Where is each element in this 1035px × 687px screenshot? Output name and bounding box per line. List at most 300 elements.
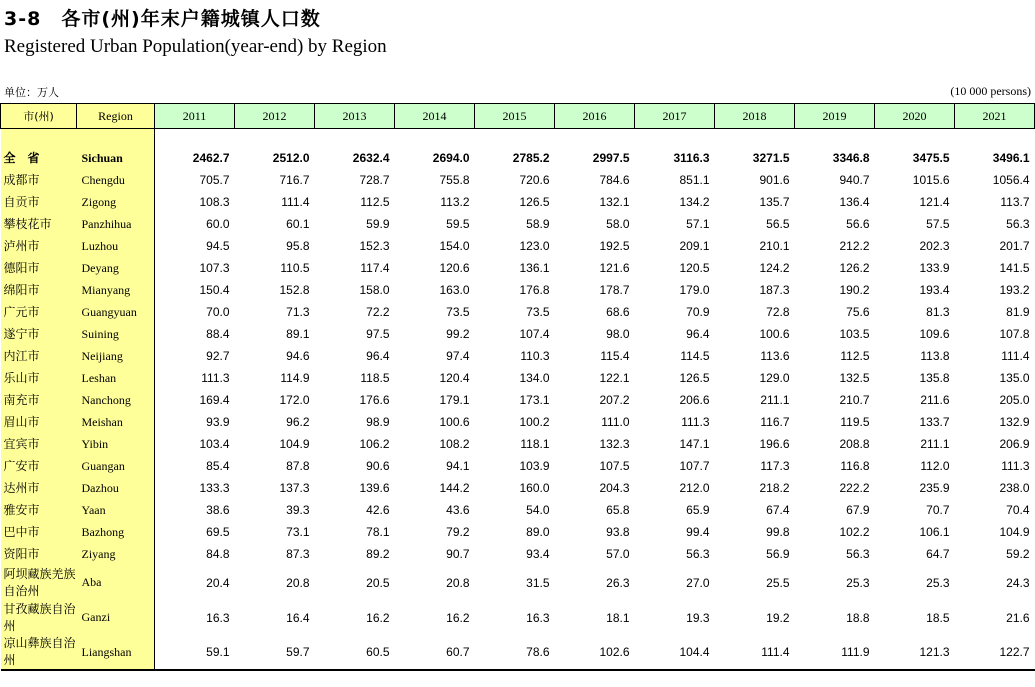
table-row [1, 521, 1035, 543]
population-value: 90.7 [446, 547, 470, 561]
population-value: 113.7 [1000, 195, 1030, 209]
population-value: 111.4 [715, 635, 795, 670]
table-row [1, 345, 1035, 367]
population-value: 141.5 [999, 261, 1030, 275]
population-value: 38.6 [206, 503, 230, 517]
population-value: 134.2 [679, 195, 710, 209]
population-value: 3271.5 [752, 151, 790, 165]
header-row [1, 104, 1035, 129]
header-year: 2021 [955, 104, 1035, 129]
region-name-english: Aba [77, 565, 155, 600]
population-value: 2997.5 [592, 151, 630, 165]
population-value: 150.4 [199, 283, 230, 297]
population-value: 92.7 [206, 349, 230, 363]
population-value: 104.9 [999, 525, 1030, 539]
population-value: 85.4 [206, 459, 230, 473]
population-value: 113.6 [760, 349, 790, 363]
region-name-english: Neijiang [77, 345, 155, 367]
population-value: 78.1 [366, 525, 390, 539]
population-value: 57.5 [926, 217, 950, 231]
population-value: 112.5 [840, 349, 870, 363]
region-name-chinese: 雅安市 [1, 499, 77, 521]
population-value: 235.9 [919, 481, 950, 495]
population-value: 102.2 [839, 525, 870, 539]
population-value: 1056.4 [992, 173, 1030, 187]
table-row [1, 169, 1035, 191]
header-city: 市(州) [1, 104, 77, 129]
header-year: 2011 [155, 104, 235, 129]
population-value: 111.9 [795, 635, 875, 670]
population-value: 179.0 [679, 283, 710, 297]
population-value: 64.7 [926, 547, 950, 561]
population-value: 18.5 [926, 610, 950, 625]
population-value: 104.9 [279, 437, 310, 451]
population-value: 129.0 [759, 371, 790, 385]
population-value: 24.3 [1006, 575, 1030, 590]
table-row [1, 455, 1035, 477]
region-name-chinese: 阿坝藏族羌族自治州 [1, 565, 77, 600]
header-year: 2016 [555, 104, 635, 129]
population-value: 160.0 [519, 481, 550, 495]
population-value: 89.2 [366, 547, 390, 561]
population-value: 70.4 [1006, 503, 1030, 517]
population-value: 94.1 [446, 459, 470, 473]
population-value: 96.2 [286, 415, 310, 429]
population-value: 100.6 [439, 415, 470, 429]
population-value: 210.1 [759, 239, 790, 253]
population-value: 3116.3 [673, 151, 710, 165]
table-row [1, 411, 1035, 433]
population-value: 99.8 [766, 525, 790, 539]
population-value: 2512.0 [272, 151, 310, 165]
region-name-chinese: 内江市 [1, 345, 77, 367]
population-value: 152.8 [279, 283, 310, 297]
unit-label-english: (10 000 persons) [950, 84, 1031, 98]
population-value: 113.2 [440, 195, 470, 209]
population-value: 107.4 [519, 327, 550, 341]
region-name-english: Bazhong [77, 521, 155, 543]
population-value: 106.2 [359, 437, 390, 451]
population-value: 132.9 [999, 415, 1030, 429]
population-value: 84.8 [206, 547, 230, 561]
population-value: 135.0 [999, 371, 1030, 385]
population-value: 54.0 [526, 503, 550, 517]
region-name-english: Chengdu [77, 169, 155, 191]
region-name-chinese: 广元市 [1, 301, 77, 323]
population-value: 72.2 [366, 305, 390, 319]
population-value: 193.2 [999, 283, 1030, 297]
population-value: 19.3 [686, 610, 710, 625]
population-value: 81.3 [926, 305, 950, 319]
population-value: 940.7 [839, 173, 870, 187]
population-value: 122.1 [599, 371, 630, 385]
table-row [1, 433, 1035, 455]
population-value: 1015.6 [912, 173, 950, 187]
population-value: 755.8 [439, 173, 470, 187]
population-value: 70.7 [926, 503, 950, 517]
population-value: 118.5 [360, 371, 390, 385]
population-value: 39.3 [286, 503, 310, 517]
population-value: 70.9 [686, 305, 710, 319]
population-value: 75.6 [846, 305, 870, 319]
population-value: 210.7 [839, 393, 870, 407]
population-value: 212.0 [679, 481, 710, 495]
population-value: 65.9 [686, 503, 710, 517]
population-value: 97.4 [446, 349, 470, 363]
population-value: 144.2 [439, 481, 470, 495]
population-value: 99.4 [686, 525, 710, 539]
population-value: 27.0 [686, 575, 710, 590]
population-value: 98.0 [606, 327, 630, 341]
population-value: 133.3 [199, 481, 230, 495]
population-value: 58.9 [526, 217, 550, 231]
population-value: 43.6 [446, 503, 470, 517]
population-value: 135.8 [919, 371, 950, 385]
population-value: 205.0 [999, 393, 1030, 407]
population-value: 126.5 [679, 371, 710, 385]
region-name-english: Yaan [77, 499, 155, 521]
population-value: 107.8 [999, 327, 1030, 341]
region-name-english: Luzhou [77, 235, 155, 257]
header-year: 2017 [635, 104, 715, 129]
population-value: 89.0 [526, 525, 550, 539]
population-value: 720.6 [519, 173, 550, 187]
region-name-chinese: 全 省 [1, 147, 77, 169]
population-value: 211.6 [920, 393, 950, 407]
population-value: 112.5 [360, 195, 390, 209]
population-value: 19.2 [766, 610, 790, 625]
population-value: 20.5 [366, 575, 390, 590]
population-value: 108.2 [439, 437, 470, 451]
population-value: 110.3 [520, 349, 550, 363]
population-value: 179.1 [439, 393, 470, 407]
population-value: 193.4 [919, 283, 950, 297]
population-value: 192.5 [599, 239, 630, 253]
population-value: 59.5 [446, 217, 470, 231]
population-value: 206.6 [679, 393, 710, 407]
population-value: 133.9 [919, 261, 950, 275]
region-name-chinese: 广安市 [1, 455, 77, 477]
header-year: 2018 [715, 104, 795, 129]
population-value: 70.0 [206, 305, 230, 319]
region-name-english: Panzhihua [77, 213, 155, 235]
table-row [1, 257, 1035, 279]
population-value: 176.8 [519, 283, 550, 297]
population-value: 113.8 [920, 349, 950, 363]
region-name-english: Sichuan [77, 147, 155, 169]
population-value: 97.5 [366, 327, 390, 341]
population-value: 126.2 [839, 261, 870, 275]
unit-label-chinese: 单位：万人 [4, 86, 59, 99]
population-value: 20.8 [286, 575, 310, 590]
population-value: 67.9 [846, 503, 870, 517]
population-value: 2632.4 [352, 151, 390, 165]
population-value: 209.1 [679, 239, 710, 253]
population-value: 107.5 [599, 459, 630, 473]
population-value: 56.9 [766, 547, 790, 561]
population-value: 111.3 [1001, 459, 1030, 473]
population-table [0, 103, 1035, 671]
population-value: 132.3 [599, 437, 630, 451]
population-value: 2694.0 [432, 151, 470, 165]
population-value: 73.1 [286, 525, 310, 539]
population-value: 72.8 [766, 305, 790, 319]
population-value: 73.5 [446, 305, 470, 319]
population-value: 901.6 [759, 173, 790, 187]
population-value: 59.7 [235, 635, 315, 670]
population-value: 60.7 [395, 635, 475, 670]
population-value: 111.3 [201, 371, 230, 385]
population-value: 133.7 [919, 415, 950, 429]
population-value: 79.2 [446, 525, 470, 539]
population-value: 59.1 [155, 635, 235, 670]
population-value: 103.5 [839, 327, 870, 341]
population-value: 107.3 [199, 261, 230, 275]
population-value: 59.2 [1006, 547, 1030, 561]
table-row [1, 367, 1035, 389]
region-name-english: Yibin [77, 433, 155, 455]
population-value: 121.3 [875, 635, 955, 670]
table-row [1, 213, 1035, 235]
region-name-chinese: 眉山市 [1, 411, 77, 433]
header-year: 2019 [795, 104, 875, 129]
population-value: 114.9 [280, 371, 310, 385]
population-value: 2462.7 [192, 151, 230, 165]
table-title-chinese: 3-8 各市(州)年末户籍城镇人口数 [4, 8, 321, 30]
population-value: 218.2 [759, 481, 790, 495]
population-value: 90.6 [366, 459, 390, 473]
population-value: 111.4 [1001, 349, 1030, 363]
population-value: 58.0 [606, 217, 630, 231]
region-name-chinese: 宜宾市 [1, 433, 77, 455]
population-value: 118.1 [520, 437, 550, 451]
population-value: 16.3 [206, 610, 230, 625]
population-value: 112.0 [920, 459, 950, 473]
population-value: 134.0 [519, 371, 550, 385]
population-value: 208.8 [839, 437, 870, 451]
population-value: 158.0 [359, 283, 390, 297]
table-row [1, 279, 1035, 301]
population-value: 201.7 [999, 239, 1030, 253]
population-value: 96.4 [366, 349, 390, 363]
region-name-english: Dazhou [77, 477, 155, 499]
table-row [1, 499, 1035, 521]
population-value: 851.1 [679, 173, 710, 187]
region-name-english: Ganzi [77, 600, 155, 635]
population-value: 57.0 [606, 547, 630, 561]
population-value: 116.8 [840, 459, 870, 473]
population-value: 25.5 [766, 575, 790, 590]
population-value: 56.5 [766, 217, 790, 231]
population-value: 109.6 [919, 327, 950, 341]
population-value: 100.6 [759, 327, 790, 341]
population-value: 65.8 [606, 503, 630, 517]
population-value: 136.1 [519, 261, 550, 275]
population-value: 26.3 [606, 575, 630, 590]
population-value: 116.7 [760, 415, 790, 429]
population-value: 60.5 [315, 635, 395, 670]
header-year: 2020 [875, 104, 955, 129]
population-value: 107.7 [679, 459, 710, 473]
population-value: 111.0 [601, 415, 630, 429]
population-value: 705.7 [199, 173, 230, 187]
population-value: 89.1 [286, 327, 310, 341]
population-value: 103.9 [519, 459, 550, 473]
region-name-chinese: 成都市 [1, 169, 77, 191]
population-value: 42.6 [366, 503, 390, 517]
region-name-chinese: 乐山市 [1, 367, 77, 389]
population-value: 16.2 [366, 610, 390, 625]
table-row [1, 235, 1035, 257]
population-value: 94.5 [206, 239, 230, 253]
population-value: 20.8 [446, 575, 470, 590]
population-value: 94.6 [286, 349, 310, 363]
population-value: 139.6 [359, 481, 390, 495]
region-name-chinese: 凉山彝族自治州 [1, 635, 77, 670]
population-value: 178.7 [599, 283, 630, 297]
population-value: 88.4 [206, 327, 230, 341]
population-value: 25.3 [926, 575, 950, 590]
population-value: 173.1 [519, 393, 550, 407]
table-row [1, 389, 1035, 411]
region-name-chinese: 达州市 [1, 477, 77, 499]
population-value: 56.3 [686, 547, 710, 561]
region-name-english: Ziyang [77, 543, 155, 565]
population-value: 207.2 [599, 393, 630, 407]
population-value: 152.3 [359, 239, 390, 253]
population-value: 187.3 [759, 283, 790, 297]
population-value: 108.3 [199, 195, 230, 209]
population-value: 93.8 [606, 525, 630, 539]
population-value: 18.8 [846, 610, 870, 625]
population-value: 71.3 [286, 305, 310, 319]
population-value: 104.4 [635, 635, 715, 670]
region-name-english: Nanchong [77, 389, 155, 411]
population-value: 60.1 [286, 217, 310, 231]
population-value: 163.0 [439, 283, 470, 297]
population-value: 95.8 [286, 239, 310, 253]
population-value: 67.4 [766, 503, 790, 517]
population-value: 73.5 [526, 305, 550, 319]
population-value: 57.1 [686, 217, 710, 231]
table-row [1, 565, 1035, 600]
population-value: 114.5 [680, 349, 710, 363]
population-value: 211.1 [760, 393, 790, 407]
population-value: 120.5 [679, 261, 710, 275]
population-value: 212.2 [839, 239, 870, 253]
population-value: 3346.8 [832, 151, 870, 165]
population-value: 211.1 [920, 437, 950, 451]
population-value: 122.7 [955, 635, 1035, 670]
population-value: 2785.2 [512, 151, 550, 165]
population-value: 100.2 [519, 415, 550, 429]
population-value: 56.3 [846, 547, 870, 561]
region-name-chinese: 攀枝花市 [1, 213, 77, 235]
population-value: 147.1 [679, 437, 710, 451]
region-name-english: Deyang [77, 257, 155, 279]
region-name-chinese: 泸州市 [1, 235, 77, 257]
region-name-english: Guangan [77, 455, 155, 477]
population-value: 98.9 [366, 415, 390, 429]
population-value: 68.6 [606, 305, 630, 319]
population-value: 103.4 [199, 437, 230, 451]
population-value: 204.3 [599, 481, 630, 495]
population-value: 117.4 [360, 261, 390, 275]
header-year: 2014 [395, 104, 475, 129]
population-value: 784.6 [599, 173, 630, 187]
region-name-chinese: 巴中市 [1, 521, 77, 543]
header-region: Region [77, 104, 155, 129]
population-value: 206.9 [999, 437, 1030, 451]
population-value: 238.0 [999, 481, 1030, 495]
population-value: 111.3 [681, 415, 710, 429]
population-value: 110.5 [280, 261, 310, 275]
population-value: 119.5 [840, 415, 870, 429]
population-value: 222.2 [839, 481, 870, 495]
population-value: 59.9 [366, 217, 390, 231]
population-value: 21.6 [1006, 610, 1030, 625]
population-value: 115.4 [600, 349, 630, 363]
population-value: 172.0 [279, 393, 310, 407]
population-value: 136.4 [839, 195, 870, 209]
population-value: 135.7 [759, 195, 790, 209]
population-value: 3475.5 [912, 151, 950, 165]
population-value: 102.6 [555, 635, 635, 670]
population-value: 78.6 [475, 635, 555, 670]
population-value: 3496.1 [992, 151, 1030, 165]
population-value: 117.3 [760, 459, 790, 473]
population-value: 87.3 [286, 547, 310, 561]
population-value: 716.7 [279, 173, 310, 187]
population-value: 137.3 [279, 481, 310, 495]
header-year: 2012 [235, 104, 315, 129]
spacer-row [1, 129, 1035, 148]
population-value: 31.5 [526, 575, 550, 590]
population-value: 132.5 [839, 371, 870, 385]
population-value: 18.1 [606, 610, 630, 625]
population-value: 202.3 [919, 239, 950, 253]
population-value: 154.0 [439, 239, 470, 253]
region-name-english: Meishan [77, 411, 155, 433]
region-name-english: Guangyuan [77, 301, 155, 323]
population-value: 196.6 [759, 437, 790, 451]
population-value: 190.2 [839, 283, 870, 297]
population-value: 93.9 [206, 415, 230, 429]
population-value: 16.2 [446, 610, 470, 625]
table-row [1, 191, 1035, 213]
population-value: 111.4 [281, 195, 310, 209]
population-value: 56.6 [846, 217, 870, 231]
population-value: 69.5 [206, 525, 230, 539]
header-year: 2013 [315, 104, 395, 129]
population-value: 126.5 [519, 195, 550, 209]
region-name-english: Suining [77, 323, 155, 345]
population-value: 106.1 [919, 525, 950, 539]
region-name-chinese: 德阳市 [1, 257, 77, 279]
region-name-chinese: 绵阳市 [1, 279, 77, 301]
header-year: 2015 [475, 104, 555, 129]
population-value: 99.2 [446, 327, 470, 341]
table-row [1, 323, 1035, 345]
population-value: 120.4 [439, 371, 470, 385]
population-value: 728.7 [359, 173, 390, 187]
region-name-chinese: 甘孜藏族自治州 [1, 600, 77, 635]
population-value: 16.3 [526, 610, 550, 625]
region-name-english: Mianyang [77, 279, 155, 301]
population-value: 124.2 [759, 261, 790, 275]
population-value: 123.0 [519, 239, 550, 253]
population-value: 169.4 [199, 393, 230, 407]
